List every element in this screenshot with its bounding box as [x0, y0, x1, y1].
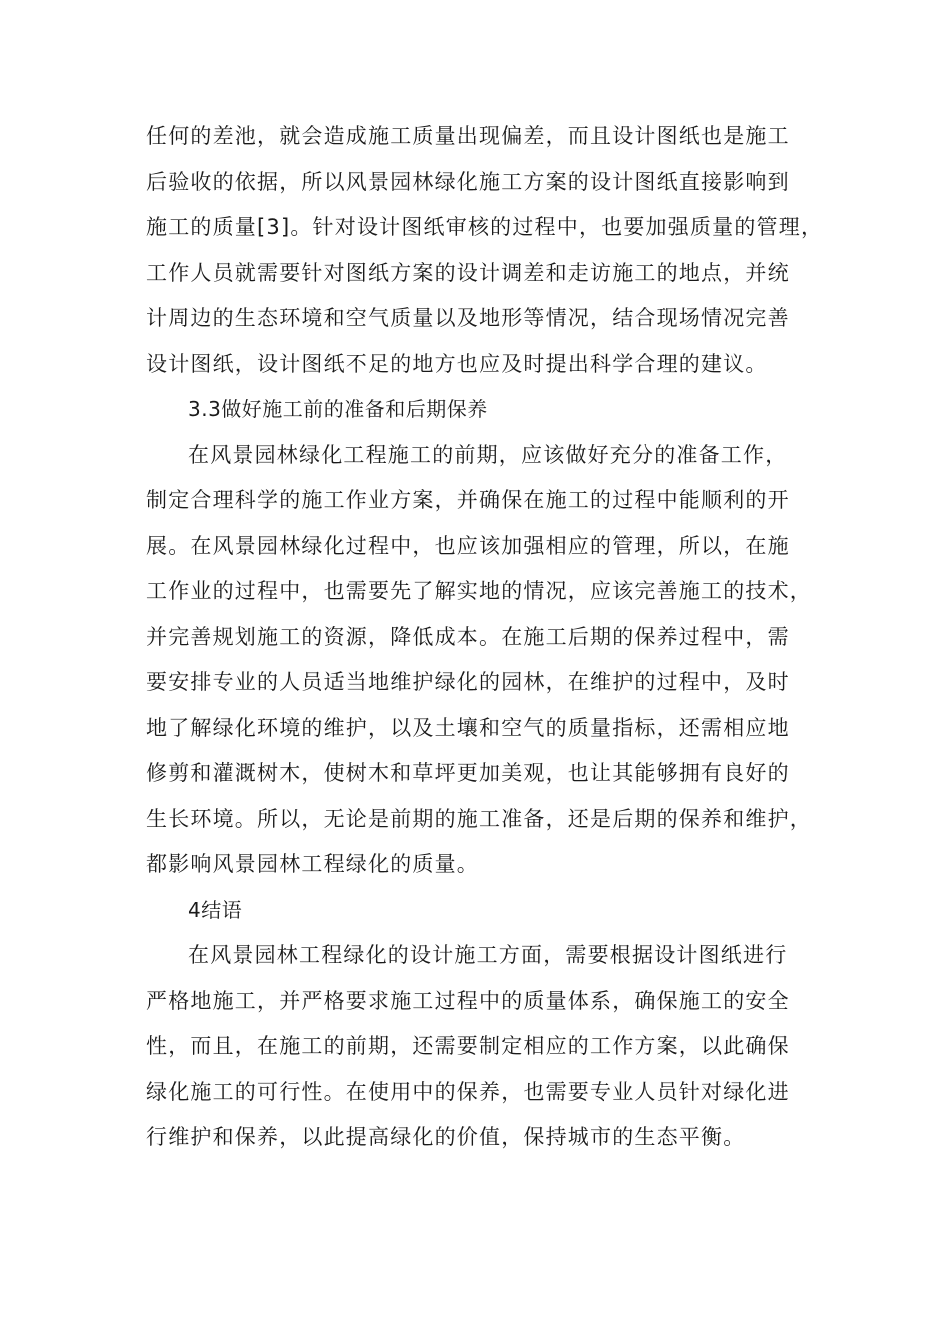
- text-line: 都影响风景园林工程绿化的质量。: [146, 852, 479, 876]
- text-line: 在风景园林工程绿化的设计施工方面，需要根据设计图纸进行: [188, 943, 788, 967]
- section-heading: 4结语: [188, 897, 243, 922]
- text-line: 并完善规划施工的资源，降低成本。在施工后期的保养过程中，需: [146, 624, 790, 649]
- text-line: 严格地施工，并严格要求施工过程中的质量体系，确保施工的安全: [146, 988, 790, 1013]
- text-line: 修剪和灌溉树木，使树木和草坪更加美观，也让其能够拥有良好的: [146, 761, 790, 785]
- text-line: 生长环境。所以，无论是前期的施工准备，还是后期的保养和维护，: [146, 806, 812, 831]
- text-line: 工作人员就需要针对图纸方案的设计调差和走访施工的地点，并统: [146, 260, 790, 285]
- text-line: 计周边的生态环境和空气质量以及地形等情况，结合现场情况完善: [146, 306, 790, 330]
- text-line: 要安排专业的人员适当地维护绿化的园林，在维护的过程中，及时: [146, 670, 790, 694]
- text-line: 任何的差池，就会造成施工质量出现偏差，而且设计图纸也是施工: [146, 124, 790, 148]
- section-heading: 3.3做好施工前的准备和后期保养: [188, 397, 488, 421]
- document-body: [146, 114, 822, 1161]
- text-line: 行维护和保养，以此提高绿化的价值，保持城市的生态平衡。: [146, 1125, 746, 1149]
- text-line: 施工的质量[3]。针对设计图纸审核的过程中，也要加强质量的管理，: [146, 215, 824, 239]
- text-line: 工作业的过程中，也需要先了解实地的情况，应该完善施工的技术，: [146, 579, 812, 603]
- text-line: 展。在风景园林绿化过程中，也应该加强相应的管理，所以，在施: [146, 533, 790, 558]
- text-line: 设计图纸，设计图纸不足的地方也应及时提出科学合理的建议。: [146, 351, 768, 376]
- text-line: 绿化施工的可行性。在使用中的保养，也需要专业人员针对绿化进: [146, 1079, 790, 1104]
- text-line: 后验收的依据，所以风景园林绿化施工方案的设计图纸直接影响到: [146, 169, 790, 194]
- text-line: 制定合理科学的施工作业方案，并确保在施工的过程中能顺利的开: [146, 488, 790, 512]
- text-line: 地了解绿化环境的维护，以及土壤和空气的质量指标，还需相应地: [146, 715, 790, 740]
- text-line: 在风景园林绿化工程施工的前期，应该做好充分的准备工作，: [188, 442, 788, 467]
- text-line: 性，而且，在施工的前期，还需要制定相应的工作方案，以此确保: [146, 1034, 790, 1058]
